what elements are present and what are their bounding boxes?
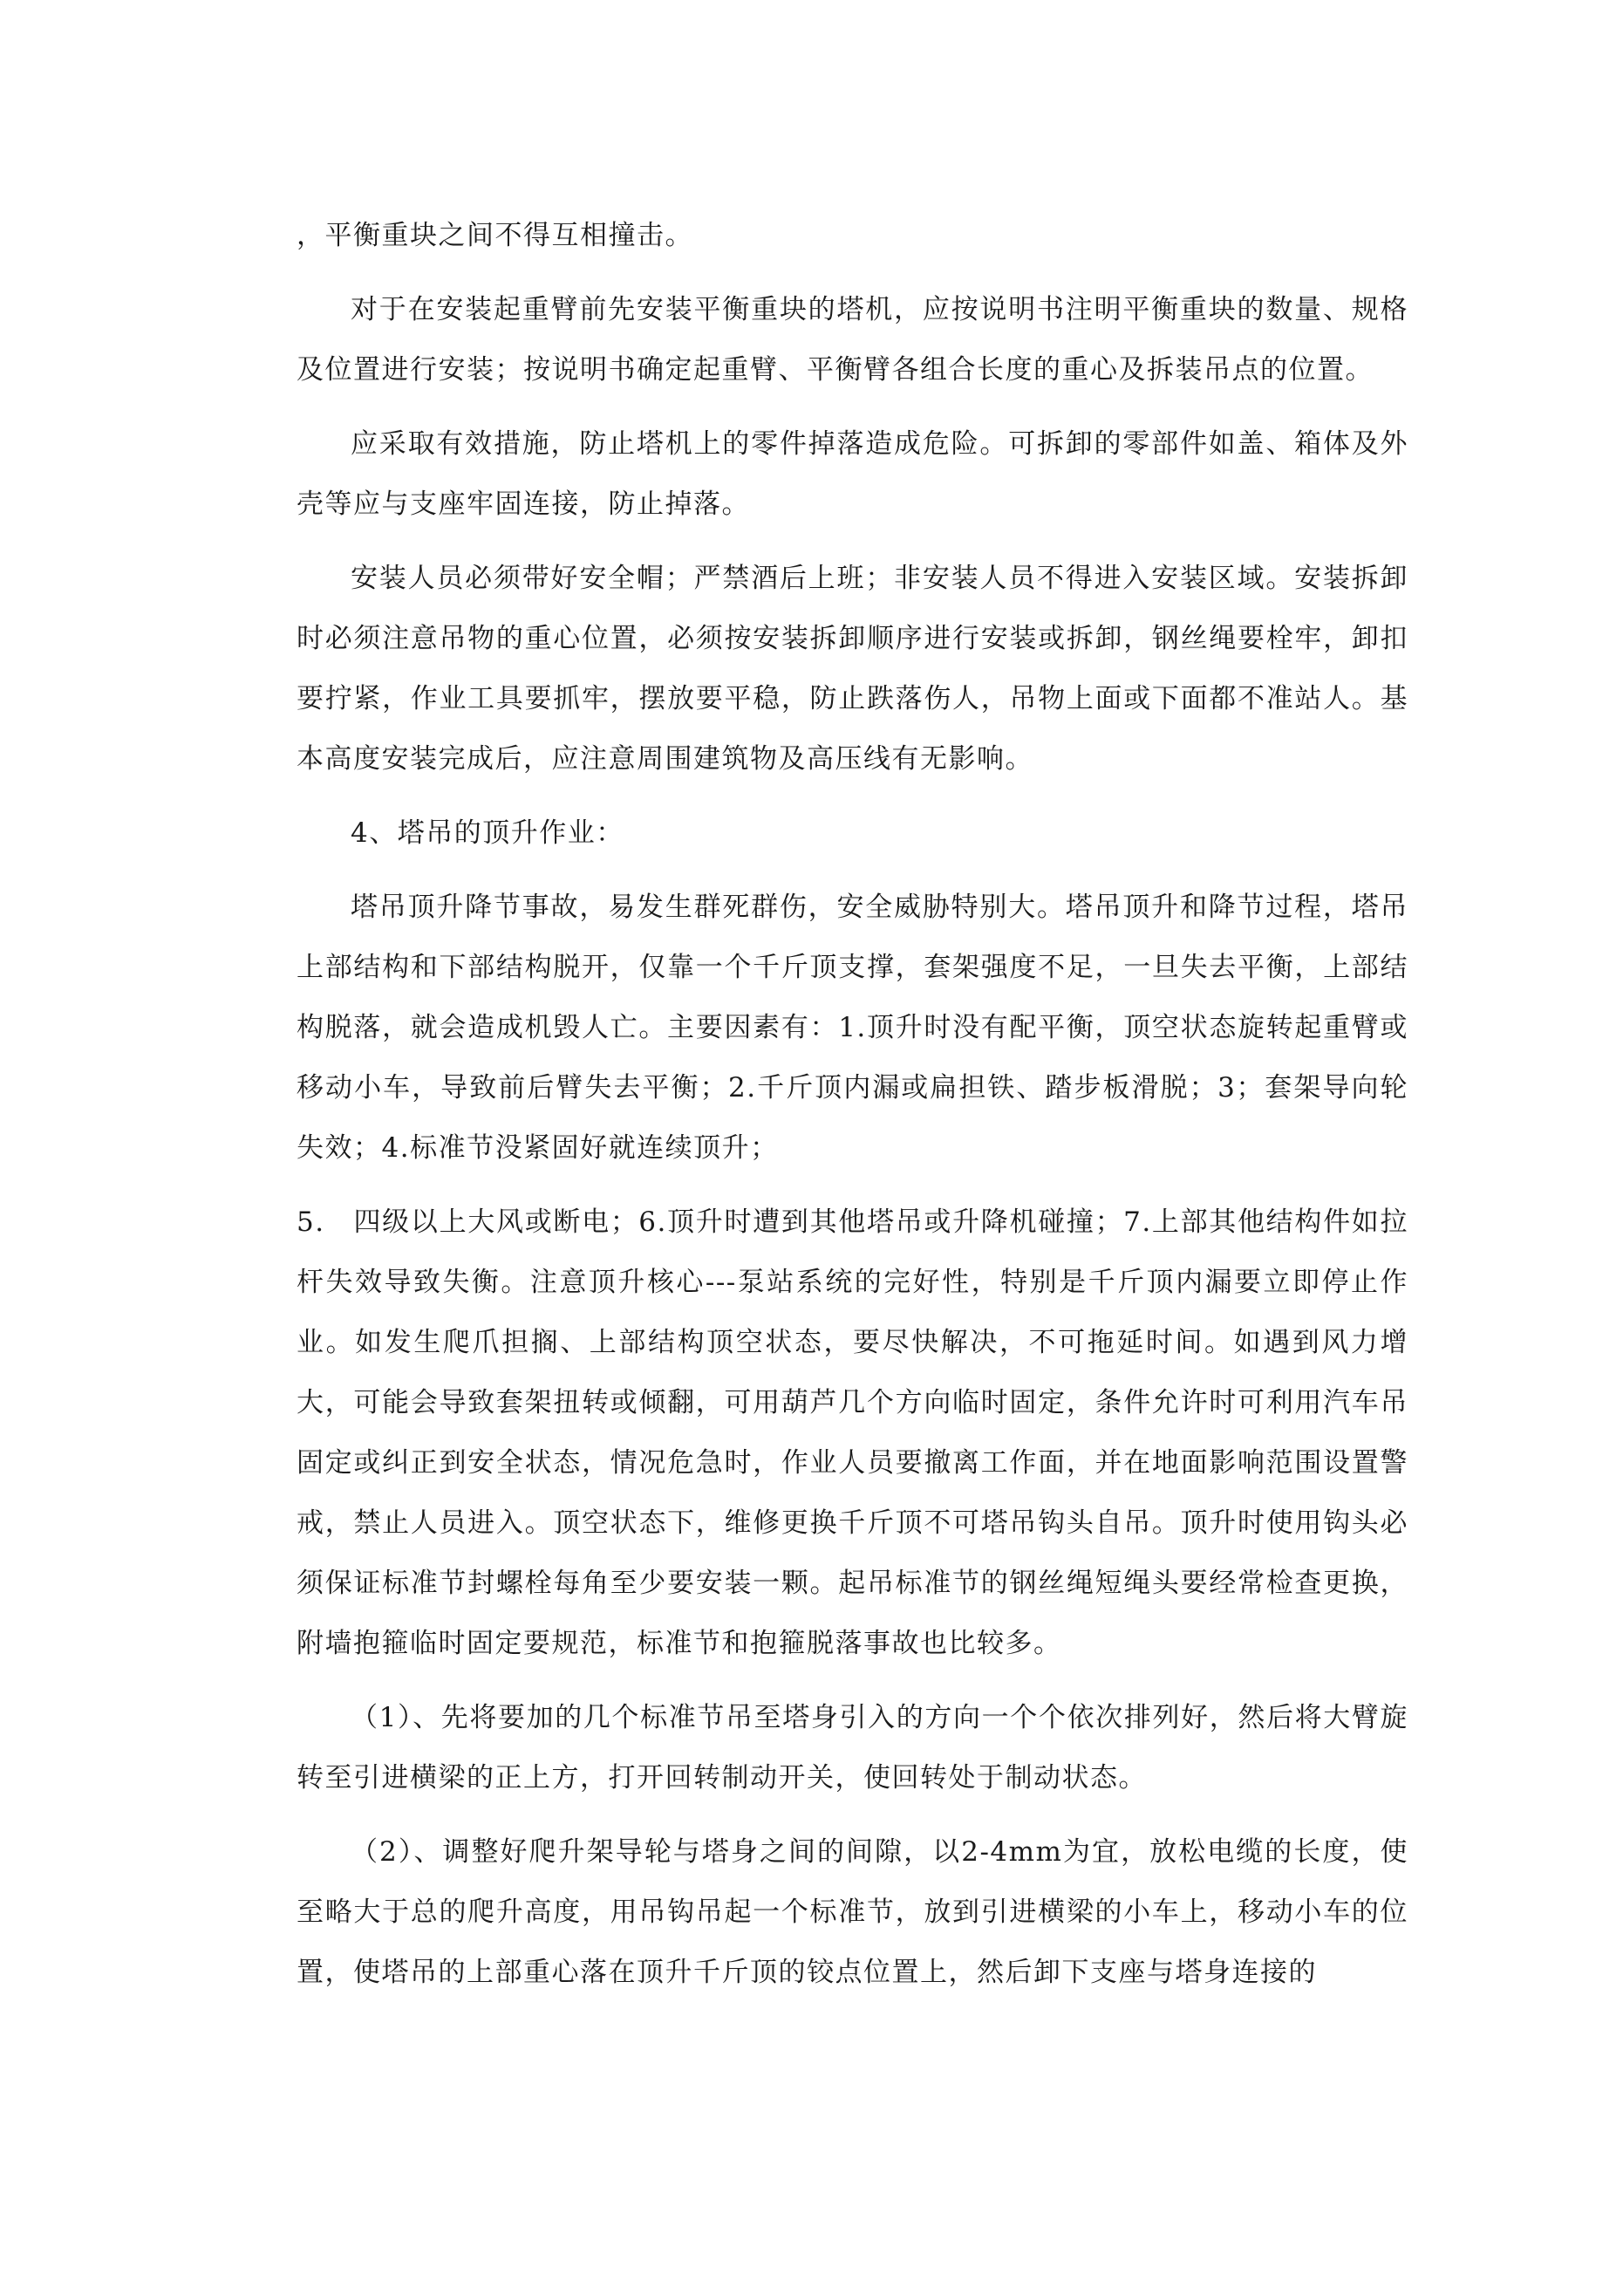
document-body [297,206,1408,2003]
paragraph-step-1: （1）、先将要加的几个标准节吊至塔身引入的方向一个个依次排列好，然后将大臂旋转至引进横梁的正上方，打开回转制动开关，使回转处于制动状态。 [297,1702,1408,1794]
paragraph-prevent-falling-parts: 应采取有效措施，防止塔机上的零件掉落造成危险。可拆卸的零部件如盖、箱体及外壳等应与支座牢固连接，防止掉落。 [297,428,1408,520]
paragraph-continuation: ，平衡重块之间不得互相撞击。 [297,220,693,251]
paragraph-step-2: （2）、调整好爬升架导轮与塔身之间的间隙，以2-4mm为宜，放松电缆的长度，使至略大于总的爬升高度，用吊钩吊起一个标准节，放到引进横梁的小车上，移动小车的位置，使塔吊的上部重心落在顶升千斤顶的铰点位置上，然后卸下支座与塔身连接的 [297,1836,1408,1988]
section-heading-jacking: 4、塔吊的顶升作业： [351,817,624,849]
paragraph-jacking-factors-cont: 5. 四级以上大风或断电；6.顶升时遭到其他塔吊或升降机碰撞；7.上部其他结构件如拉杆失效导致失衡。注意顶升核心---泵站系统的完好性，特别是千斤顶内漏要立即停止作业。如发生爬爪担搁、上部结构顶空状态，要尽快解决，不可拖延时间。如遇到风力增大，可能会导致套架扭转或倾翻，可用葫芦几个方向临时固定，条件允许时可利用汽车吊固定或纠正到安全状态，情况危急时，作业人员要撤离工作面，并在地面影响范围设置警戒，禁止人员进入。顶空状态下，维修更换千斤顶不可塔吊钩头自吊。顶升时使用钩头必须保证标准节封螺栓每角至少要安装一颗。起吊标准节的钢丝绳短绳头要经常检查更换，附墙抱箍临时固定要规范，标准节和抱箍脱落事故也比较多。 [297,1206,1408,1659]
paragraph-installer-safety: 安装人员必须带好安全帽；严禁酒后上班；非安装人员不得进入安装区域。安装拆卸时必须注意吊物的重心位置，必须按安装拆卸顺序进行安装或拆卸，钢丝绳要栓牢，卸扣要拧紧，作业工具要抓牢，摆放要平稳，防止跌落伤人，吊物上面或下面都不准站人。基本高度安装完成后，应注意周围建筑物及高压线有无影响。 [297,563,1408,775]
paragraph-counterweight-install: 对于在安装起重臂前先安装平衡重块的塔机，应按说明书注明平衡重块的数量、规格及位置进行安装；按说明书确定起重臂、平衡臂各组合长度的重心及拆装吊点的位置。 [297,294,1408,386]
paragraph-jacking-accidents: 塔吊顶升降节事故，易发生群死群伤，安全威胁特别大。塔吊顶升和降节过程，塔吊上部结构和下部结构脱开，仅靠一个千斤顶支撑，套架强度不足，一旦失去平衡，上部结构脱落，就会造成机毁人亡。主要因素有：1.顶升时没有配平衡，顶空状态旋转起重臂或移动小车，导致前后臂失去平衡；2.千斤顶内漏或扁担铁、踏步板滑脱；3；套架导向轮失效；4.标准节没紧固好就连续顶升； [297,892,1408,1164]
